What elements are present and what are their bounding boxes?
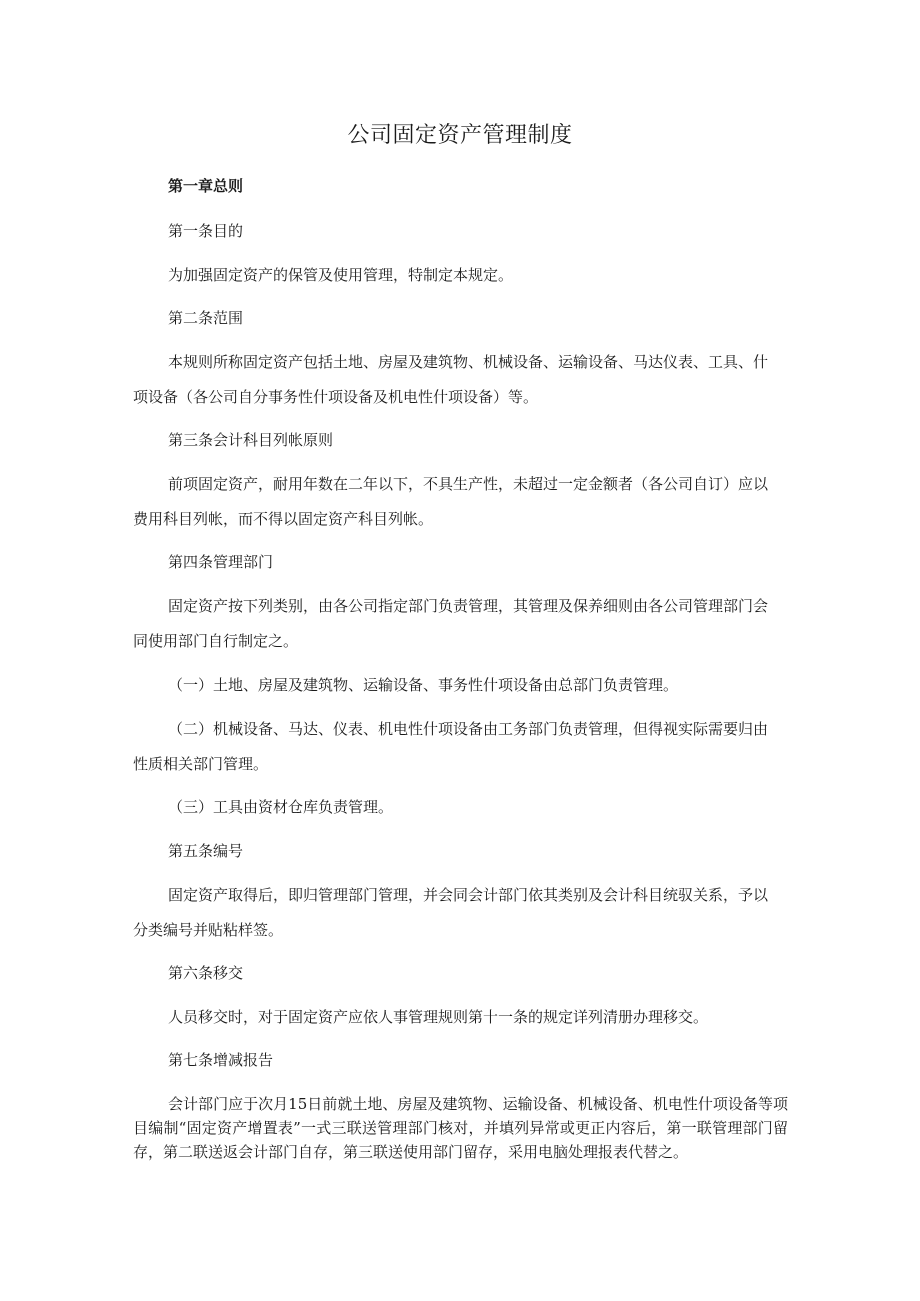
article-6-heading: 第六条移交 xyxy=(168,964,244,982)
article-7-heading: 第七条增减报告 xyxy=(168,1051,274,1069)
article-2-line-1: 本规则所称固定资产包括土地、房屋及建筑物、机械设备、运输设备、马达仪表、工具、什 xyxy=(168,353,769,371)
article-4-item-2-line-2: 性质相关部门管理。 xyxy=(133,755,269,773)
article-4-line-1: 固定资产按下列类别，由各公司指定部门负责管理，其管理及保养细则由各公司管理部门会 xyxy=(168,597,769,615)
chapter-heading: 第一章总则 xyxy=(168,177,244,195)
article-5-line-1: 固定资产取得后，即归管理部门管理，并会同会计部门依其类别及会计科目统驭关系，予以 xyxy=(168,886,769,904)
article-4-heading: 第四条管理部门 xyxy=(168,553,274,571)
article-2-heading: 第二条范围 xyxy=(168,309,244,327)
article-3-line-2: 费用科目列帐，而不得以固定资产科目列帐。 xyxy=(133,510,434,528)
article-2-line-2: 项设备（各公司自分事务性什项设备及机电性什项设备）等。 xyxy=(133,388,539,406)
article-7-text: 会计部门应于次月15日前就土地、房屋及建筑物、运输设备、机械设备、机电性什项设备等项目编制“固定资产增置表”一式三联送管理部门核对，并填列异常或更正内容后，第一联管理部门留存，第二联送返会计部门自存，第三联送使用部门留存，采用电脑处理报表代替之。 xyxy=(133,1095,788,1161)
article-4-item-2-line-1: （二）机械设备、马达、仪表、机电性什项设备由工务部门负责管理，但得视实际需要归由 xyxy=(168,720,769,738)
article-1-text: 为加强固定资产的保管及使用管理，特制定本规定。 xyxy=(168,266,514,284)
article-4-item-1: （一）土地、房屋及建筑物、运输设备、事务性什项设备由总部门负责管理。 xyxy=(168,676,679,694)
article-6-text: 人员移交时，对于固定资产应依人事管理规则第十一条的规定详列清册办理移交。 xyxy=(168,1008,709,1026)
article-4-item-3: （三）工具由资材仓库负责管理。 xyxy=(168,798,394,816)
article-3-heading: 第三条会计科目列帐原则 xyxy=(168,431,334,449)
article-5-heading: 第五条编号 xyxy=(168,842,244,860)
article-1-heading: 第一条目的 xyxy=(168,222,244,240)
article-4-line-2: 同使用部门自行制定之。 xyxy=(133,632,299,650)
document-title: 公司固定资产管理制度 xyxy=(347,123,573,148)
article-5-line-2: 分类编号并贴粘样签。 xyxy=(133,921,284,939)
article-3-line-1: 前项固定资产，耐用年数在二年以下，不具生产性，未超过一定金额者（各公司自订）应以 xyxy=(168,475,769,493)
